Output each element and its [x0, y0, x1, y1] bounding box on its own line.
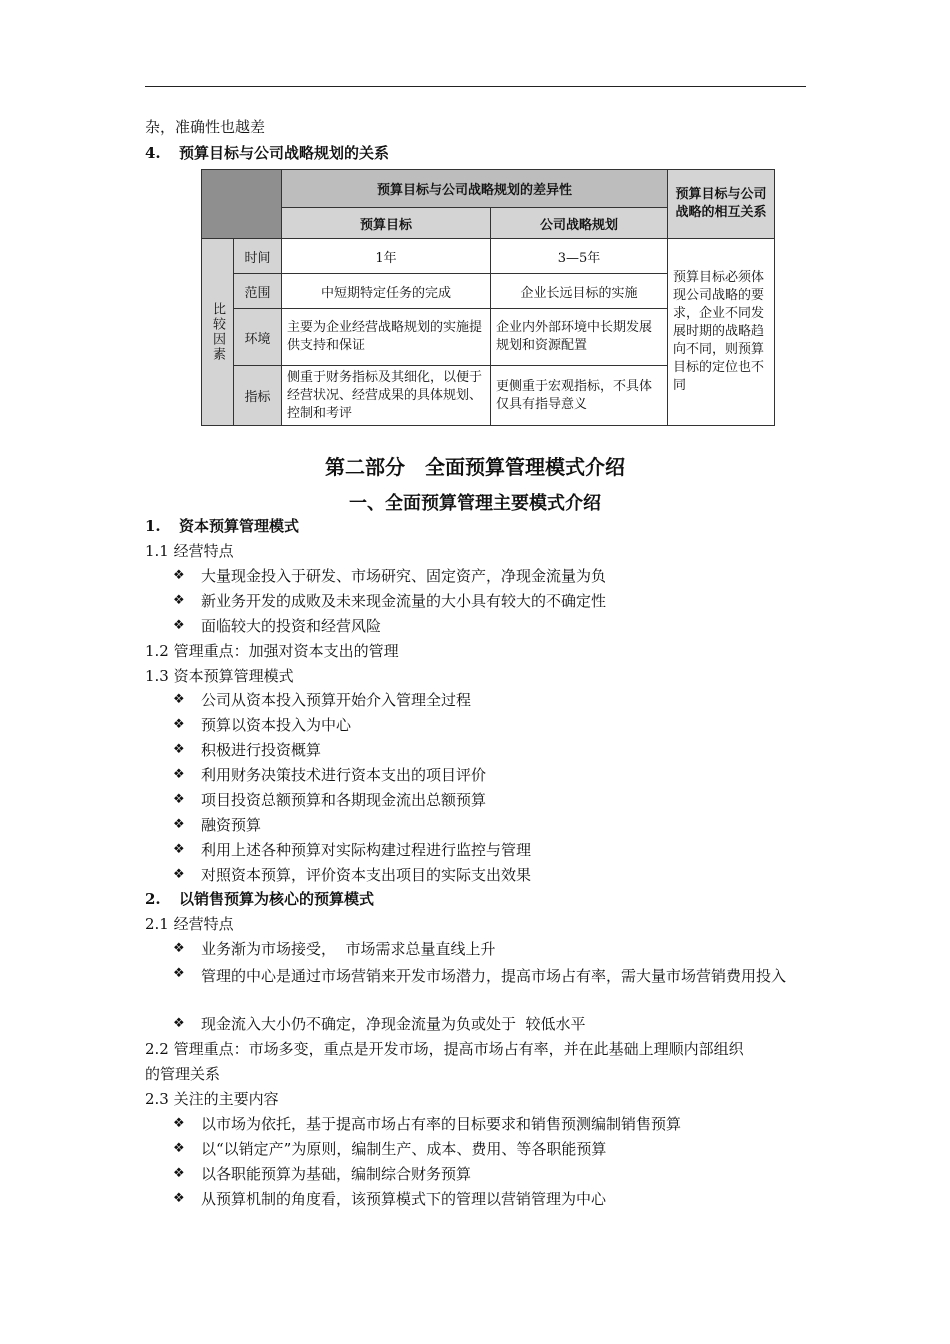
- strategy-cell: 企业内外部环境中长期发展规划和资源配置: [491, 309, 668, 366]
- bullet-icon: ❖: [173, 742, 185, 757]
- bullet-icon: ❖: [173, 842, 185, 857]
- bullet-icon: ❖: [173, 1016, 185, 1031]
- s2-heading: [145, 889, 374, 909]
- section-4-number: 4.: [145, 144, 161, 162]
- section-4-heading: [145, 143, 389, 163]
- top-text: 杂，准确性也越差: [145, 118, 266, 136]
- table-corner: [202, 170, 282, 239]
- list-item-text: 管理的中心是通过市场营销来开发市场潜力，提高市场占有率，需大量市场营销费用投入: [201, 967, 787, 985]
- list-item-text: 以各职能预算为基础，编制综合财务预算: [201, 1165, 472, 1183]
- s2-title: 以销售预算为核心的预算模式: [179, 890, 375, 908]
- list-item-text: 积极进行投资概算: [201, 741, 322, 759]
- s21-heading: 2.1 经营特点: [145, 915, 234, 933]
- list-item-text: 面临较大的投资和经营风险: [201, 617, 382, 635]
- bullet-icon: ❖: [173, 941, 185, 956]
- s1-number: 1.: [145, 517, 161, 535]
- factor-cell: 环境: [234, 309, 282, 366]
- list-item-text: 大量现金投入于研发、市场研究、固定资产，净现金流量为负: [201, 567, 607, 585]
- bullet-icon: ❖: [173, 717, 185, 732]
- s23-heading: 2.3 关注的主要内容: [145, 1090, 279, 1108]
- bullet-icon: ❖: [173, 692, 185, 707]
- comparison-table: [201, 169, 775, 426]
- s11-heading: 1.1 经营特点: [145, 542, 234, 560]
- list-item-text: 以“以销定产”为原则，编制生产、成本、费用、等各职能预算: [201, 1140, 607, 1158]
- list-item-text: 融资预算: [201, 816, 262, 834]
- col-budget-header: 预算目标: [282, 208, 491, 239]
- s12-heading: 1.2 管理重点：加强对资本支出的管理: [145, 642, 399, 660]
- budget-cell: 1年: [282, 239, 491, 274]
- list-item-text: 预算以资本投入为中心: [201, 716, 352, 734]
- list-item-text: 对照资本预算，评价资本支出项目的实际支出效果: [201, 866, 532, 884]
- s1-heading: [145, 516, 299, 536]
- bullet-icon: ❖: [173, 1191, 185, 1206]
- sub-title: 一、全面预算管理主要模式介绍: [349, 493, 601, 514]
- bullet-icon: ❖: [173, 817, 185, 832]
- factor-cell: 范围: [234, 274, 282, 309]
- relation-cell: 预算目标必须体现公司战略的要求，企业不同发展时期的战略趋向不同，则预算目标的定位也不同: [668, 239, 775, 426]
- header-rule: [145, 86, 806, 87]
- bullet-icon: ❖: [173, 966, 185, 981]
- side-label: 比较因素: [202, 239, 234, 426]
- list-item-text: 公司从资本投入预算开始介入管理全过程: [201, 691, 472, 709]
- s22-line-2: 的管理关系: [145, 1065, 221, 1083]
- bullet-icon: ❖: [173, 792, 185, 807]
- list-item-text: 利用财务决策技术进行资本支出的项目评价: [201, 766, 487, 784]
- list-item-text: 以市场为依托，基于提高市场占有率的目标要求和销售预测编制销售预算: [201, 1115, 682, 1133]
- list-item-text: 新业务开发的成败及未来现金流量的大小具有较大的不确定性: [201, 592, 607, 610]
- header-relation: 预算目标与公司战略的相互关系: [668, 170, 775, 239]
- bullet-icon: ❖: [173, 618, 185, 633]
- bullet-icon: ❖: [173, 1116, 185, 1131]
- list-item-text: 业务渐为市场接受， 市场需求总量直线上升: [201, 940, 496, 958]
- list-item-text: 从预算机制的角度看，该预算模式下的管理以营销管理为中心: [201, 1190, 607, 1208]
- s2-number: 2.: [145, 890, 161, 908]
- list-item-text: 利用上述各种预算对实际构建过程进行监控与管理: [201, 841, 532, 859]
- s1-title: 资本预算管理模式: [179, 517, 300, 535]
- bullet-icon: ❖: [173, 593, 185, 608]
- factor-cell: 时间: [234, 239, 282, 274]
- header-diff: 预算目标与公司战略规划的差异性: [282, 170, 668, 208]
- factor-cell: 指标: [234, 366, 282, 426]
- strategy-cell: 企业长远目标的实施: [491, 274, 668, 309]
- part2-title: 第二部分 全面预算管理模式介绍: [325, 455, 625, 479]
- budget-cell: 中短期特定任务的完成: [282, 274, 491, 309]
- bullet-icon: ❖: [173, 767, 185, 782]
- strategy-cell: 更侧重于宏观指标，不具体仅具有指导意义: [491, 366, 668, 426]
- list-item-text: 项目投资总额预算和各期现金流出总额预算: [201, 791, 487, 809]
- budget-cell: 侧重于财务指标及其细化，以便于经营状况、经营成果的具体规划、控制和考评: [282, 366, 491, 426]
- s13-heading: 1.3 资本预算管理模式: [145, 667, 294, 685]
- bullet-icon: ❖: [173, 568, 185, 583]
- s22-line-1: 2.2 管理重点：市场多变，重点是开发市场，提高市场占有率，并在此基础上理顺内部组织: [145, 1040, 744, 1058]
- bullet-icon: ❖: [173, 1166, 185, 1181]
- strategy-cell: 3—5年: [491, 239, 668, 274]
- col-strategy-header: 公司战略规划: [491, 208, 668, 239]
- bullet-icon: ❖: [173, 867, 185, 882]
- section-4-title: 预算目标与公司战略规划的关系: [179, 144, 390, 162]
- list-item-text: 现金流入大小仍不确定，净现金流量为负或处于 较低水平: [201, 1015, 586, 1033]
- budget-cell: 主要为企业经营战略规划的实施提供支持和保证: [282, 309, 491, 366]
- bullet-icon: ❖: [173, 1141, 185, 1156]
